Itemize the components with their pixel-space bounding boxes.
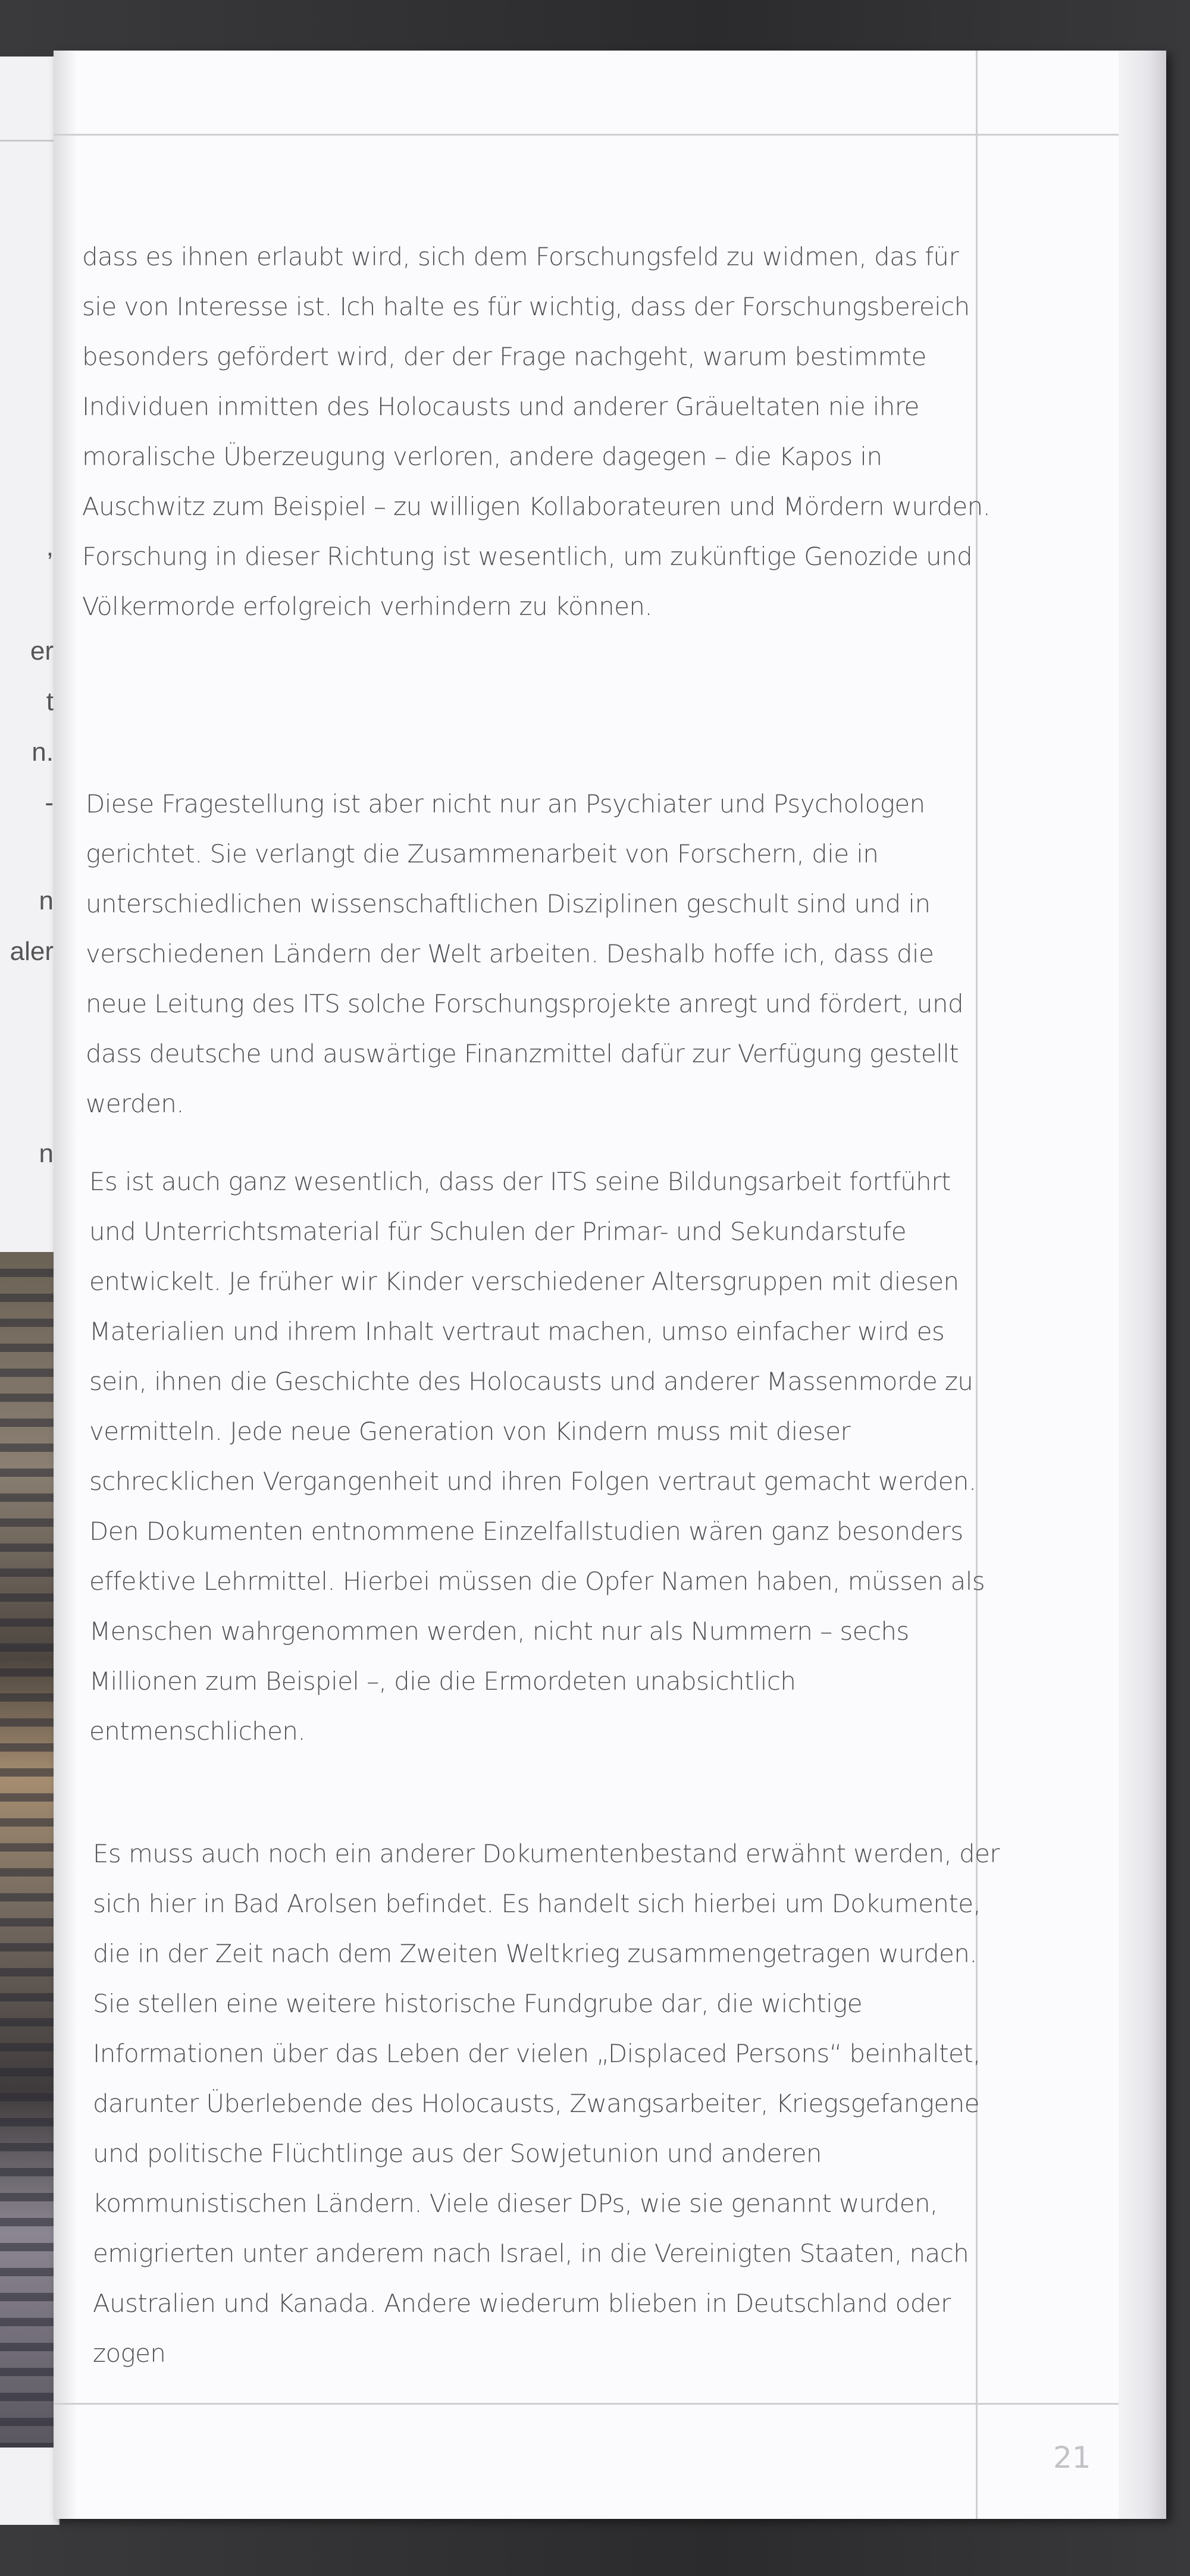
previous-page-edge [0,57,60,2525]
page-edge [1119,51,1166,2519]
paragraph-1: dass es ihnen erlaubt wird, sich dem Forschungsfeld zu widmen, das für sie von Interesse ist. Ich halte es für wichtig, dass der Forschungsbereich besonders gefördert wird, der der Frage nachgeht, warum bestimmte Individuen inmitten des Holocausts und anderer Gräueltaten nie ihre moralische Überzeugung verloren, andere dagegen – die Kapos in Auschwitz zum Beispiel – zu willigen Kollaborateuren und Mördern wurden. Forschung in dieser Richtung ist wesentlich, um zukünftige Genozide und Völkermorde erfolgreich verhindern zu können. [82,242,991,621]
previous-page-fragment: n [39,1139,54,1168]
paragraph-3: Es ist auch ganz wesentlich, dass der ITS seine Bildungsarbeit fortführt und Unterrichtsmaterial für Schulen der Primar- und Sekundarstufe entwickelt. Je früher wir Kinder verschiedener Altersgruppen mit diesen Materialien und ihrem Inhalt vertraut machen, umso einfacher wird es sein, ihnen die Geschichte des Holocausts und anderer Massenmorde zu vermitteln. Jede neue Generation von Kindern muss mit dieser schrecklichen Vergangenheit und ihren Folgen vertraut gemacht werden. Den Dokumenten entnommene Einzelfallstudien wären ganz besonders effektive Lehrmittel. Hierbei müssen die Opfer Namen haben, müssen als Menschen wahrgenommen werden, nicht nur als Nummern – sechs Millionen zum Beispiel –, die die Ermordeten unabsichtlich entmenschlichen. [89,1167,985,1746]
paragraph-2: Diese Fragestellung ist aber nicht nur an Psychiater und Psychologen gerichtet. Sie verlangt die Zusammenarbeit von Forschern, die in unterschiedlichen wissenschaftlichen Disziplinen geschult sind und in verschiedenen Ländern der Welt arbeiten. Deshalb hoffe ich, dass die neue Leitung des ITS solche Forschungsprojekte anregt und fördert, und dass deutsche und auswärtige Finanzmittel dafür zur Verfügung gestellt werden. [86,789,964,1118]
page-number: 21 [1053,2440,1091,2475]
previous-page-fragment: , [46,532,54,561]
previous-page-fragment: - [45,788,54,817]
previous-page-fragment: er [30,636,54,666]
previous-page-fragment: n [39,886,54,915]
gutter-shadow [54,51,77,2519]
previous-page-fragment: aler [10,937,54,966]
top-rule [54,134,1125,136]
document-page [54,51,1166,2519]
previous-page-top-rule [0,140,60,142]
paragraph-4: Es muss auch noch ein anderer Dokumentenbestand erwähnt werden, der sich hier in Bad Arolsen befindet. Es handelt sich hierbei um Dokumente, die in der Zeit nach dem Zweiten Weltkrieg zusammengetragen wurden. Sie stellen eine weitere historische Fundgrube dar, die wichtige Informationen über das Leben der vielen „Displaced Persons“ beinhaltet, darunter Überlebende des Holocausts, Zwangsarbeiter, Kriegsgefangene und politische Flüchtlinge aus der Sowjetunion und anderen kommunistischen Ländern. Viele dieser DPs, wie sie genannt wurden, emigrierten unter anderem nach Israel, in die Vereinigten Staaten, nach Australien und Kanada. Andere wiederum blieben in Deutschland oder zogen [93,1839,1000,2368]
bottom-rule [54,2403,1125,2405]
previous-page-fragment: n. [32,738,54,767]
previous-page-photo [0,1252,60,2448]
previous-page-fragment: t [46,687,54,716]
